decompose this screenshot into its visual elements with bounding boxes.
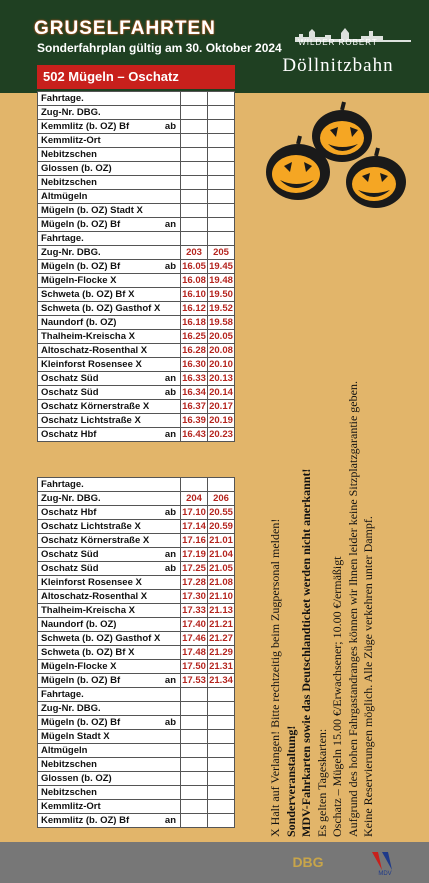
departure-time: 16.28 [182, 345, 206, 356]
departure-time: 20.13 [209, 373, 233, 384]
departure-time: 20.10 [209, 359, 233, 370]
departure-time: 19.45 [209, 261, 233, 272]
table-row [38, 176, 235, 190]
train-number [208, 702, 235, 716]
table-row [38, 562, 235, 576]
note-special-event: Sonderveranstaltung! [283, 725, 298, 837]
station-name: Mügeln (b. OZ) Bf [41, 675, 121, 686]
departure-time [181, 758, 208, 772]
station-name: Kleinforst Rosensee X [41, 577, 142, 588]
arrival-departure-flag: an [164, 675, 176, 686]
departure-time: 17.33 [182, 605, 206, 616]
station-name: Mügeln-Flocke X [41, 661, 117, 672]
station-cell [38, 330, 181, 344]
train-number [181, 688, 208, 702]
table-row [38, 302, 235, 316]
station-name: Mügeln (b. OZ) Bf [41, 219, 121, 230]
departure-time: 16.25 [182, 331, 206, 342]
row-header-label: Zug-Nr. DBG. [41, 107, 101, 118]
arrival-departure-flag: ab [164, 563, 176, 574]
departure-time: 20.14 [209, 387, 233, 398]
station-name: Oschatz Süd [41, 387, 99, 398]
table-row [38, 716, 235, 730]
table-row [38, 660, 235, 674]
station-cell [38, 604, 181, 618]
station-cell [38, 660, 181, 674]
departure-time: 17.40 [182, 619, 206, 630]
table-row [38, 148, 235, 162]
table-row [38, 814, 235, 828]
timetable-outbound [37, 91, 235, 442]
departure-time [181, 716, 208, 730]
station-name: Nebitzschen [41, 787, 97, 798]
table-row [38, 274, 235, 288]
departure-time [181, 218, 208, 232]
station-cell [38, 618, 181, 632]
station-name: Altmügeln [41, 745, 88, 756]
departure-time: 21.29 [209, 647, 233, 658]
station-cell [38, 716, 181, 730]
station-cell [38, 534, 181, 548]
departure-time [181, 204, 208, 218]
departure-time [181, 814, 208, 828]
station-cell [38, 190, 181, 204]
table-row [38, 330, 235, 344]
station-name: Mügeln (b. OZ) Bf [41, 261, 121, 272]
station-cell [38, 302, 181, 316]
station-cell [38, 772, 181, 786]
notes-block [268, 137, 377, 837]
train-number [181, 478, 208, 492]
note-prices: Oschatz – Mügeln 15.00 €/Erwachsener; 10.00 €/ermäßigt [330, 556, 344, 837]
departure-time: 16.34 [182, 387, 206, 398]
station-name: Naundorf (b. OZ) [41, 619, 117, 630]
table-row [38, 260, 235, 274]
station-cell [38, 232, 181, 246]
station-name: Naundorf (b. OZ) [41, 317, 117, 328]
mdv-logo [368, 848, 402, 876]
table-row [38, 288, 235, 302]
station-name: Nebitzschen [41, 177, 97, 188]
train-number [208, 106, 235, 120]
departure-time: 21.04 [209, 549, 233, 560]
departure-time: 17.50 [182, 661, 206, 672]
dbg-logo: DBG [292, 854, 324, 870]
station-cell [38, 646, 181, 660]
note-day-tickets: Es gelten Tageskarten: [314, 728, 329, 837]
departure-time: 20.08 [209, 345, 233, 356]
row-header-label: Fahrtage. [41, 93, 84, 104]
station-cell [38, 814, 181, 828]
station-name: Schweta (b. OZ) Bf X [41, 289, 135, 300]
station-cell [38, 576, 181, 590]
station-name: Oschatz Süd [41, 549, 99, 560]
row-header-label: Fahrtage. [41, 479, 84, 490]
departure-time [208, 786, 235, 800]
arrival-departure-flag: an [164, 815, 176, 826]
station-name: Thalheim-Kreischa X [41, 605, 135, 616]
arrival-departure-flag: ab [164, 717, 176, 728]
arrival-departure-flag: ab [164, 387, 176, 398]
table-row [38, 478, 235, 492]
departure-time [181, 148, 208, 162]
table-row [38, 386, 235, 400]
table-row [38, 604, 235, 618]
station-name: Mügeln Stadt X [41, 731, 110, 742]
departure-time: 16.37 [182, 401, 206, 412]
station-name: Kemmlitz (b. OZ) Bf [41, 121, 130, 132]
table-row [38, 232, 235, 246]
table-row [38, 590, 235, 604]
departure-time [181, 744, 208, 758]
departure-time [208, 744, 235, 758]
station-name: Thalheim-Kreischa X [41, 331, 135, 342]
departure-time: 17.28 [182, 577, 206, 588]
station-cell [38, 288, 181, 302]
departure-time [208, 204, 235, 218]
train-number [181, 702, 208, 716]
departure-time: 16.08 [182, 275, 206, 286]
company-name: Döllnitzbahn [282, 55, 394, 76]
table-row [38, 344, 235, 358]
train-number: 203 [181, 246, 208, 260]
table-row [38, 190, 235, 204]
mdv-label: MDV [378, 871, 392, 876]
route-title: 502 Mügeln – Oschatz [37, 65, 235, 89]
departure-time [181, 120, 208, 134]
table-row [38, 632, 235, 646]
departure-time: 19.58 [209, 317, 233, 328]
station-name: Oschatz Körnerstraße X [41, 401, 150, 412]
table-row [38, 120, 235, 134]
station-name: Kemmlitz (b. OZ) Bf [41, 815, 130, 826]
station-name: Schweta (b. OZ) Gasthof X [41, 633, 161, 644]
station-cell [38, 372, 181, 386]
station-cell [38, 478, 181, 492]
station-cell [38, 562, 181, 576]
station-cell [38, 730, 181, 744]
station-cell [38, 674, 181, 688]
station-name: Oschatz Lichtstraße X [41, 521, 141, 532]
station-name: Glossen (b. OZ) [41, 773, 112, 784]
station-name: Nebitzschen [41, 149, 97, 160]
station-cell [38, 176, 181, 190]
table-row [38, 106, 235, 120]
station-cell [38, 506, 181, 520]
table-row [38, 506, 235, 520]
departure-time: 21.13 [209, 605, 233, 616]
departure-time: 17.16 [182, 535, 206, 546]
table-row [38, 358, 235, 372]
departure-time [181, 786, 208, 800]
departure-time: 17.14 [182, 521, 206, 532]
station-cell [38, 744, 181, 758]
departure-time: 20.05 [209, 331, 233, 342]
train-number [208, 688, 235, 702]
note-tickets-not-valid: MDV-Fahrkarten sowie das Deutschlandticket werden nicht anerkannt! [299, 468, 313, 837]
table-row [38, 674, 235, 688]
arrival-departure-flag: an [164, 549, 176, 560]
station-cell [38, 702, 181, 716]
station-cell [38, 204, 181, 218]
departure-time: 16.33 [182, 373, 206, 384]
departure-time: 21.21 [209, 619, 233, 630]
station-name: Mügeln-Flocke X [41, 275, 117, 286]
departure-time: 16.12 [182, 303, 206, 314]
departure-time: 21.10 [209, 591, 233, 602]
departure-time: 16.18 [182, 317, 206, 328]
departure-time [181, 730, 208, 744]
departure-time: 21.01 [209, 535, 233, 546]
station-name: Mügeln (b. OZ) Stadt X [41, 205, 143, 216]
station-cell [38, 316, 181, 330]
arrival-departure-flag: ab [164, 261, 176, 272]
station-name: Kemmlitz-Ort [41, 801, 101, 812]
table-row [38, 520, 235, 534]
departure-time [208, 758, 235, 772]
departure-time: 21.05 [209, 563, 233, 574]
station-cell [38, 386, 181, 400]
note-request-stop: X Halt auf Verlangen! Bitte rechtzeitig beim Zugpersonal melden! [268, 518, 282, 837]
event-logo: GRUSELFAHRTEN [34, 18, 216, 39]
departure-time [208, 162, 235, 176]
station-cell [38, 218, 181, 232]
departure-time [208, 730, 235, 744]
station-cell [38, 400, 181, 414]
station-name: Mügeln (b. OZ) Bf [41, 717, 121, 728]
train-number [208, 92, 235, 106]
departure-time: 21.08 [209, 577, 233, 588]
table-row [38, 134, 235, 148]
station-cell [38, 800, 181, 814]
station-cell [38, 134, 181, 148]
station-cell [38, 162, 181, 176]
station-cell [38, 548, 181, 562]
departure-time [208, 134, 235, 148]
departure-time [181, 800, 208, 814]
station-cell [38, 344, 181, 358]
table-row [38, 204, 235, 218]
station-name: Altoschatz-Rosenthal X [41, 591, 148, 602]
station-name: Oschatz Lichtstraße X [41, 415, 141, 426]
departure-time: 17.30 [182, 591, 206, 602]
train-number [208, 478, 235, 492]
table-row [38, 92, 235, 106]
station-name: Altmügeln [41, 191, 88, 202]
station-name: Oschatz Körnerstraße X [41, 535, 150, 546]
departure-time: 21.31 [209, 661, 233, 672]
table-row [38, 744, 235, 758]
row-header-label: Zug-Nr. DBG. [41, 493, 101, 504]
departure-time: 20.59 [209, 521, 233, 532]
departure-time [181, 134, 208, 148]
table-row [38, 688, 235, 702]
station-cell [38, 688, 181, 702]
departure-time: 21.27 [209, 633, 233, 644]
station-cell [38, 786, 181, 800]
departure-time [181, 162, 208, 176]
table-row [38, 246, 235, 260]
station-cell [38, 520, 181, 534]
table-row [38, 548, 235, 562]
departure-time [208, 772, 235, 786]
table-row [38, 702, 235, 716]
departure-time: 20.17 [209, 401, 233, 412]
station-cell [38, 246, 181, 260]
station-name: Oschatz Süd [41, 373, 99, 384]
station-cell [38, 92, 181, 106]
table-row [38, 492, 235, 506]
departure-time: 16.43 [182, 429, 206, 440]
departure-time [208, 148, 235, 162]
station-name: Oschatz Hbf [41, 429, 97, 440]
departure-time: 19.48 [209, 275, 233, 286]
departure-time [208, 120, 235, 134]
note-no-seat-guarantee: Aufgrund des hohen Fahrgastandranges können wir Ihnen leider keine Sitzplatzgarantie geben. [345, 381, 360, 837]
row-header-label: Fahrtage. [41, 233, 84, 244]
arrival-departure-flag: ab [164, 121, 176, 132]
arrival-departure-flag: an [164, 429, 176, 440]
station-name: Kemmlitz-Ort [41, 135, 101, 146]
station-name: Nebitzschen [41, 759, 97, 770]
departure-time [208, 176, 235, 190]
station-cell [38, 120, 181, 134]
departure-time [181, 190, 208, 204]
table-row [38, 316, 235, 330]
station-name: Oschatz Süd [41, 563, 99, 574]
station-cell [38, 106, 181, 120]
arrival-departure-flag: an [164, 373, 176, 384]
departure-time [208, 190, 235, 204]
departure-time [208, 814, 235, 828]
train-number [181, 232, 208, 246]
station-cell [38, 274, 181, 288]
departure-time [208, 716, 235, 730]
departure-time: 19.52 [209, 303, 233, 314]
departure-time: 20.19 [209, 415, 233, 426]
table-row [38, 618, 235, 632]
station-name: Kleinforst Rosensee X [41, 359, 142, 370]
departure-time: 17.19 [182, 549, 206, 560]
table-row [38, 428, 235, 442]
table-row [38, 162, 235, 176]
company-tagline: WILDER ROBERT [298, 38, 378, 47]
station-cell [38, 260, 181, 274]
departure-time [208, 800, 235, 814]
station-cell [38, 414, 181, 428]
table-row [38, 534, 235, 548]
departure-time: 16.39 [182, 415, 206, 426]
departure-time: 16.30 [182, 359, 206, 370]
departure-time: 21.34 [209, 675, 233, 686]
station-name: Glossen (b. OZ) [41, 163, 112, 174]
departure-time: 17.48 [182, 647, 206, 658]
station-name: Schweta (b. OZ) Gasthof X [41, 303, 161, 314]
station-cell [38, 758, 181, 772]
validity-subtitle: Sonderfahrplan gültig am 30. Oktober 2024 [37, 41, 282, 55]
table-row [38, 646, 235, 660]
table-row [38, 372, 235, 386]
row-header-label: Zug-Nr. DBG. [41, 247, 101, 258]
departure-time: 19.50 [209, 289, 233, 300]
departure-time [181, 176, 208, 190]
table-row [38, 218, 235, 232]
departure-time: 20.55 [209, 507, 233, 518]
train-number [181, 92, 208, 106]
table-row [38, 576, 235, 590]
table-row [38, 786, 235, 800]
row-header-label: Fahrtage. [41, 689, 84, 700]
departure-time: 17.46 [182, 633, 206, 644]
station-cell [38, 148, 181, 162]
train-number: 205 [208, 246, 235, 260]
station-cell [38, 358, 181, 372]
table-row [38, 730, 235, 744]
departure-time: 20.23 [209, 429, 233, 440]
station-cell [38, 492, 181, 506]
table-row [38, 772, 235, 786]
station-name: Schweta (b. OZ) Bf X [41, 647, 135, 658]
departure-time [181, 772, 208, 786]
station-cell [38, 428, 181, 442]
departure-time: 17.25 [182, 563, 206, 574]
arrival-departure-flag: an [164, 219, 176, 230]
table-row [38, 414, 235, 428]
departure-time [208, 218, 235, 232]
departure-time: 17.10 [182, 507, 206, 518]
station-cell [38, 632, 181, 646]
timetable-return [37, 477, 235, 828]
table-row [38, 800, 235, 814]
station-name: Oschatz Hbf [41, 507, 97, 518]
footer-bar [0, 842, 429, 883]
departure-time: 17.53 [182, 675, 206, 686]
note-no-reservations: Keine Reservierungen möglich. Alle Züge verkehren unter Dampf. [361, 516, 375, 837]
row-header-label: Zug-Nr. DBG. [41, 703, 101, 714]
train-number: 206 [208, 492, 235, 506]
table-row [38, 400, 235, 414]
train-number [208, 232, 235, 246]
station-name: Altoschatz-Rosenthal X [41, 345, 148, 356]
company-logo [263, 40, 413, 77]
arrival-departure-flag: ab [164, 507, 176, 518]
departure-time: 16.10 [182, 289, 206, 300]
train-number [181, 106, 208, 120]
train-number: 204 [181, 492, 208, 506]
departure-time: 16.05 [182, 261, 206, 272]
table-row [38, 758, 235, 772]
station-cell [38, 590, 181, 604]
